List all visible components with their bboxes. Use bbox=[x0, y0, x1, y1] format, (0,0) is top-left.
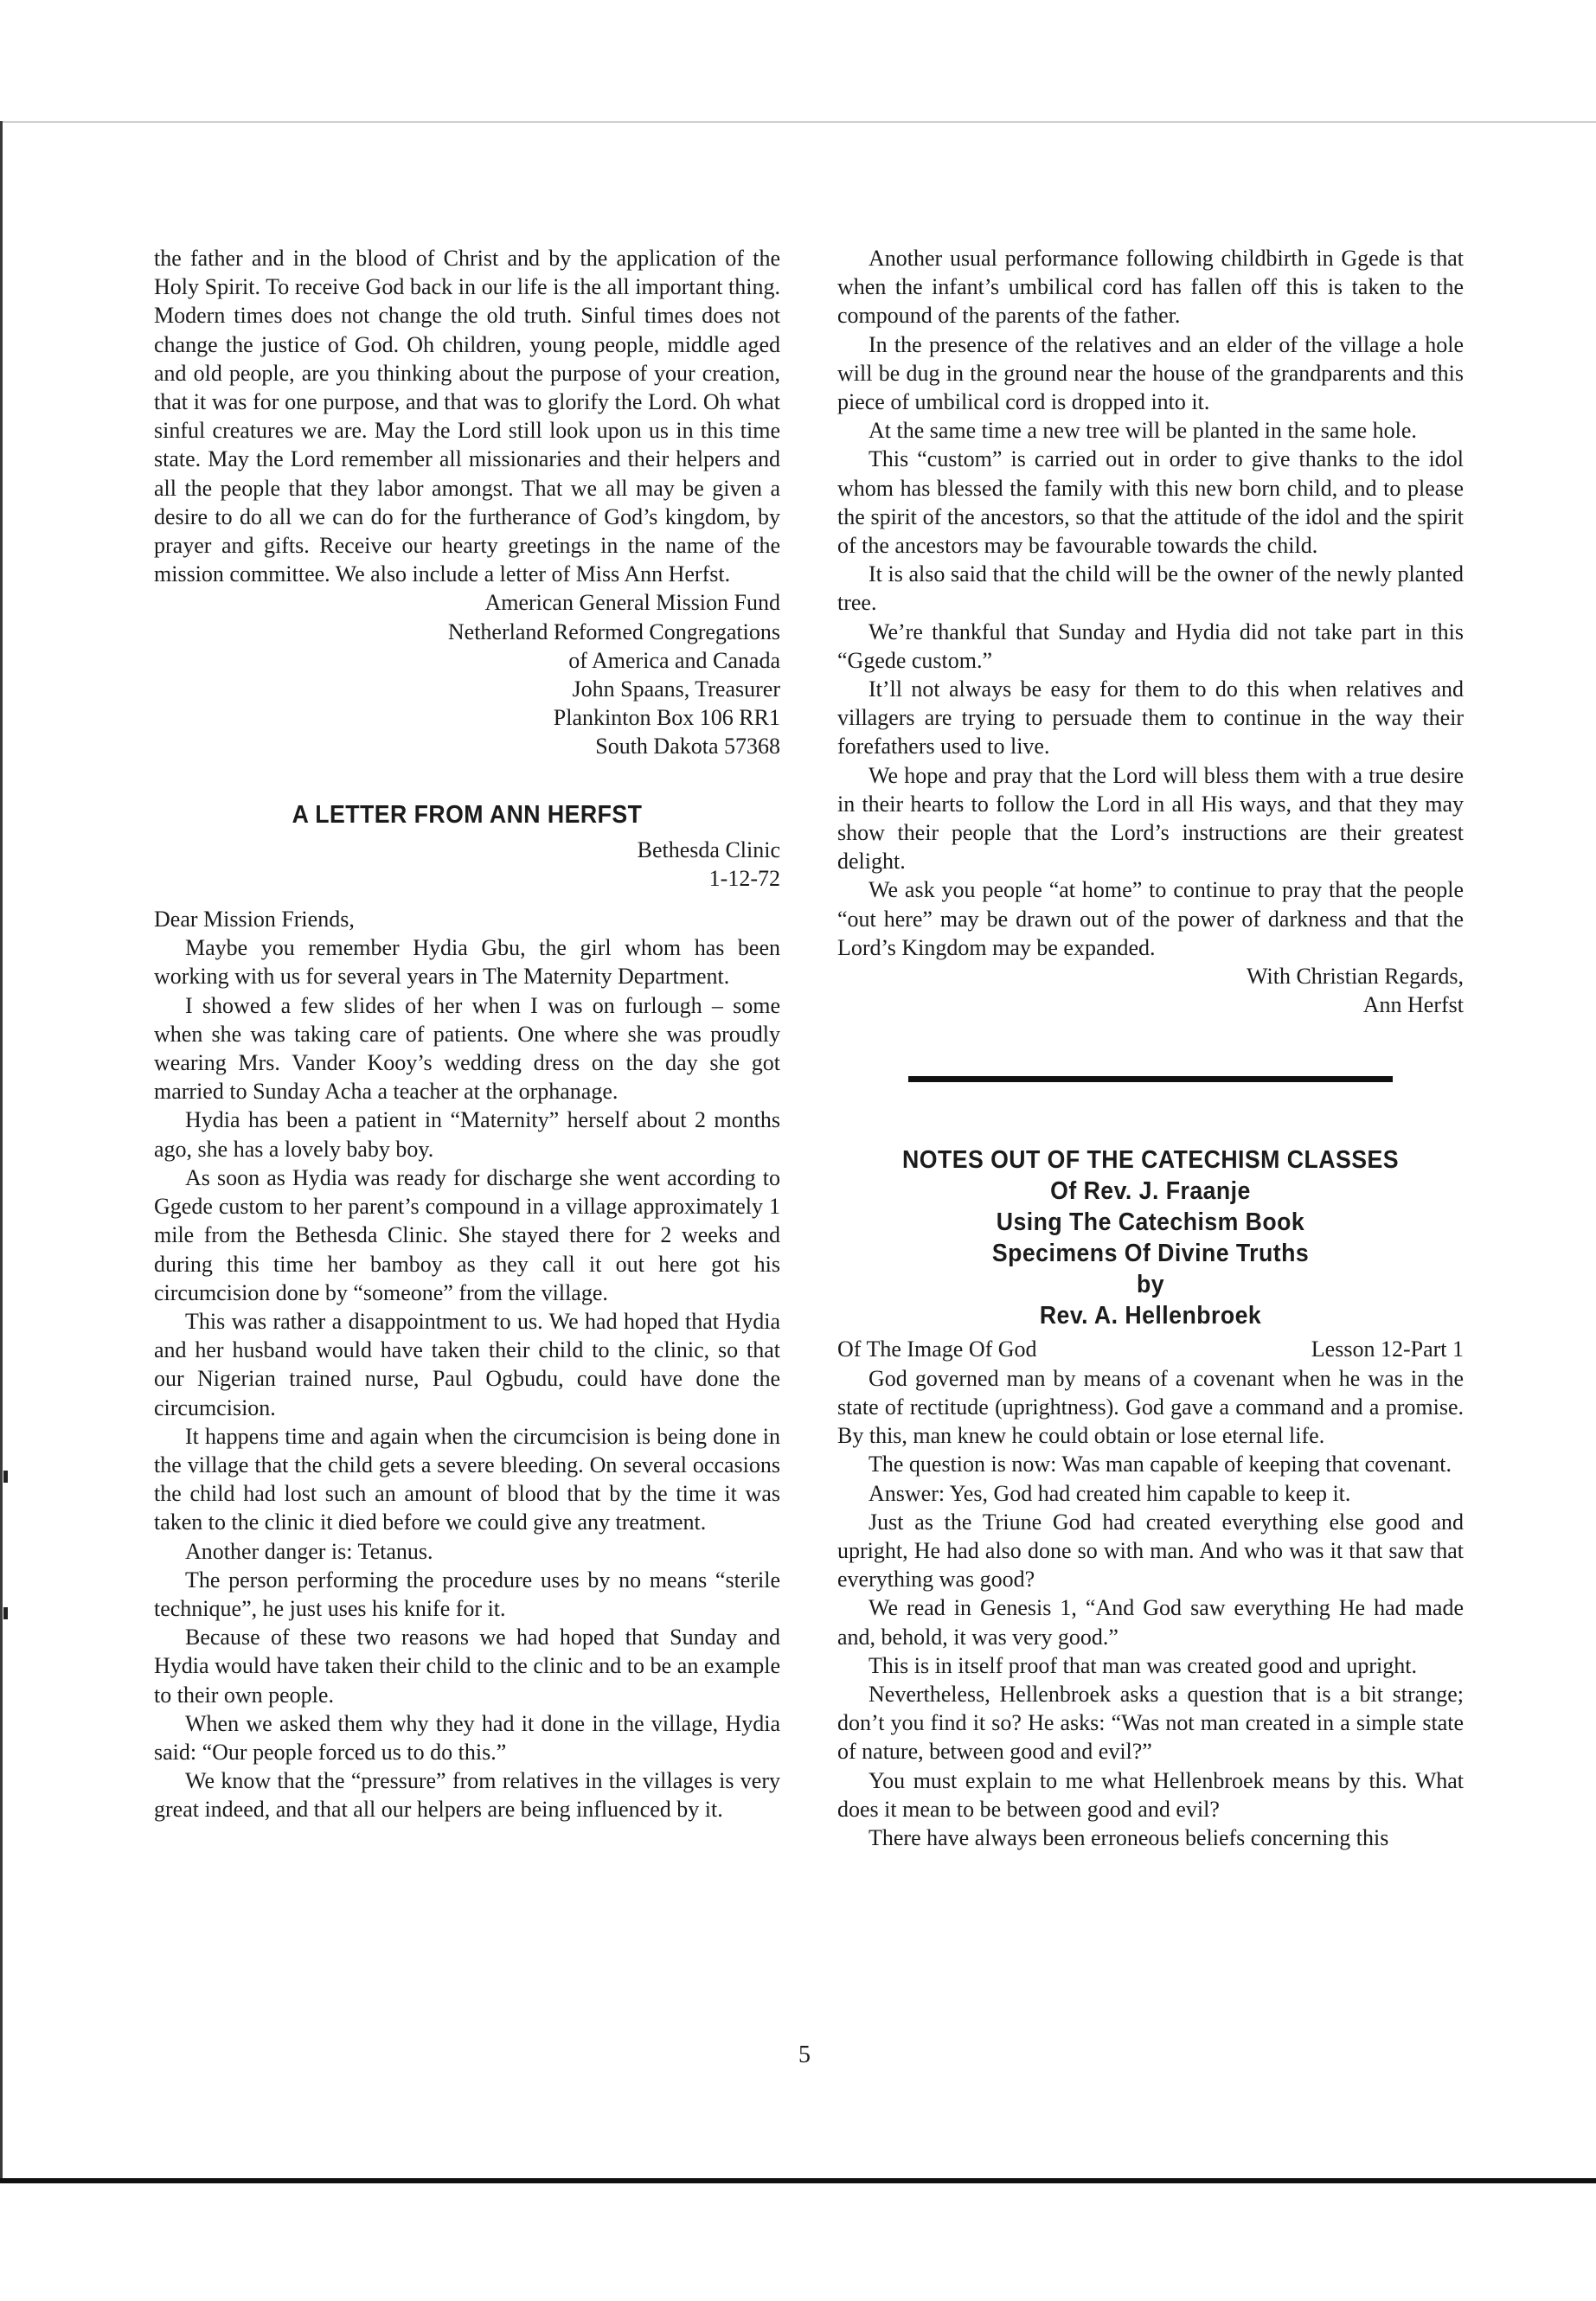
lesson-number: Lesson 12-Part 1 bbox=[1311, 1336, 1464, 1362]
letter-closing: With Christian Regards, bbox=[1247, 964, 1464, 990]
bottom-scan-band bbox=[0, 2178, 1596, 2183]
letter-place: Bethesda Clinic bbox=[637, 836, 780, 862]
signature-line: John Spaans, Treasurer bbox=[572, 676, 780, 702]
lesson-topic: Of The Image Of God bbox=[837, 1336, 1037, 1362]
section-divider bbox=[908, 1076, 1393, 1082]
letter-paragraph: This “custom” is carried out in order to give thanks to the idol whom has blessed the family with this new born child, and to please the spirit of the ancestors, so that the attitude of the idol and the spirit of the ancestors may be favourable towards the child. bbox=[837, 446, 1464, 559]
intro-paragraph: the father and in the blood of Christ and by the application of the Holy Spirit. To receive God back in our life is the all important thing. Modern times does not change the old truth. Sinful times does not change the justice of God. Oh children, young people, middle aged and old people, are you thinking about the purpose of your creation, that it was for one purpose, and that was to glorify the Lord. Oh what sinful creatures we are. May the Lord still look upon us in this time state. May the Lord remember all missionaries and their helpers and all the people that they labor amongst. That we all may be given a desire to do all we can do for the furtherance of God’s kingdom, by prayer and gifts. Receive our hearty greetings in the name of the mission committee. We also include a letter of Miss Ann Herfst. bbox=[154, 246, 780, 587]
letter-paragraph: We ask you people “at home” to continue to pray that the people “out here” may be drawn out of the power of darkness and that the Lord’s Kingdom may be expanded. bbox=[837, 877, 1464, 960]
letter-paragraph: It happens time and again when the circumcision is being done in the village that the child gets a severe bleeding. On several occasions the child had lost such an amount of blood that by the time it was taken to the clinic it died before we could give any treatment. bbox=[154, 1423, 780, 1535]
signature-line: South Dakota 57368 bbox=[595, 734, 780, 760]
notes-subtitle: Rev. A. Hellenbroek bbox=[1039, 1302, 1262, 1330]
letter-date: 1-12-72 bbox=[708, 865, 780, 891]
scan-edge-mark bbox=[3, 1471, 8, 1483]
notes-subtitle: Using The Catechism Book bbox=[996, 1208, 1305, 1237]
signature-line: of America and Canada bbox=[568, 647, 780, 673]
letter-paragraph: As soon as Hydia was ready for discharge she went according to Ggede custom to her parent’s compound in a village approximately 1 mile from the Bethesda Clinic. She stayed there for 2 weeks and during this time her bamboy as they call it out here got his circumcision done by “someone” from the village. bbox=[154, 1164, 780, 1305]
right-column bbox=[837, 244, 1464, 1852]
notes-paragraph: God governed man by means of a covenant when he was in the state of rectitude (uprightness). God gave a command and a promise. By this, man knew he could obtain or lose eternal life. bbox=[837, 1365, 1464, 1449]
notes-subtitle: Of Rev. J. Fraanje bbox=[1050, 1177, 1251, 1206]
notes-paragraph: The question is now: Was man capable of keeping that covenant. bbox=[869, 1452, 1452, 1477]
top-page-rule bbox=[0, 121, 1596, 123]
letter-paragraph: It is also said that the child will be the owner of the newly planted tree. bbox=[837, 561, 1464, 616]
letter-paragraph: The person performing the procedure uses by no means “sterile technique”, he just uses his knife for it. bbox=[154, 1567, 780, 1621]
notes-title: NOTES OUT OF THE CATECHISM CLASSES bbox=[902, 1146, 1399, 1175]
letter-title: A LETTER FROM ANN HERFST bbox=[292, 800, 643, 829]
left-column bbox=[154, 244, 780, 1824]
notes-paragraph: Answer: Yes, God had created him capable to keep it. bbox=[869, 1480, 1351, 1506]
signature-line: Netherland Reformed Congregations bbox=[447, 619, 780, 644]
letter-paragraph: Another usual performance following childbirth in Ggede is that when the infant’s umbilical cord has fallen off this is taken to the compound of the parents of the father. bbox=[837, 246, 1464, 329]
scan-edge-mark bbox=[3, 1607, 8, 1619]
notes-subtitle: Specimens Of Divine Truths bbox=[991, 1240, 1310, 1268]
letter-paragraph: When we asked them why they had it done in the village, Hydia said: “Our people forced us to do this.” bbox=[154, 1710, 780, 1765]
lesson-row bbox=[837, 1335, 1464, 1363]
letter-paragraph: We’re thankful that Sunday and Hydia did not take part in this “Ggede custom.” bbox=[837, 619, 1464, 673]
left-scan-edge bbox=[0, 121, 3, 2180]
notes-subtitle: by bbox=[1136, 1271, 1165, 1299]
letter-paragraph: This was rather a disappointment to us. We had hoped that Hydia and her husband would have taken their child to the clinic, so that our Nigerian trained nurse, Paul Ogbudu, could have done the circumcision. bbox=[154, 1308, 780, 1420]
notes-paragraph: You must explain to me what Hellenbroek means by this. What does it mean to be between good and evil? bbox=[837, 1767, 1464, 1822]
notes-paragraph: There have always been erroneous beliefs concerning this bbox=[869, 1824, 1389, 1850]
letter-signature: Ann Herfst bbox=[1362, 992, 1464, 1018]
salutation: Dear Mission Friends, bbox=[154, 907, 355, 933]
page-number: 5 bbox=[798, 2041, 811, 2068]
notes-paragraph: Nevertheless, Hellenbroek asks a question that is a bit strange; don’t you find it so? He asks: “Was not man created in a simple state of nature, between good and evil?” bbox=[837, 1681, 1464, 1765]
notes-paragraph: We read in Genesis 1, “And God saw everything He had made and, behold, it was very good.” bbox=[837, 1595, 1464, 1650]
letter-paragraph: We hope and pray that the Lord will bless them with a true desire in their hearts to follow the Lord in all His ways, and that they may show their people that the Lord’s instructions are their greatest delight. bbox=[837, 762, 1464, 875]
notes-paragraph: Just as the Triune God had created everything else good and upright, He had also done so with man. And who was it that saw that everything was good? bbox=[837, 1509, 1464, 1593]
letter-paragraph: Another danger is: Tetanus. bbox=[185, 1538, 433, 1564]
letter-paragraph: At the same time a new tree will be planted in the same hole. bbox=[869, 418, 1417, 444]
letter-paragraph: It’ll not always be easy for them to do this when relatives and villagers are trying to persuade them to continue in the way their forefathers used to live. bbox=[837, 676, 1464, 760]
letter-paragraph: In the presence of the relatives and an elder of the village a hole will be dug in the ground near the house of the grandparents and this piece of umbilical cord is dropped into it. bbox=[837, 331, 1464, 415]
letter-paragraph: I showed a few slides of her when I was on furlough – some when she was taking care of patients. One where she was proudly wearing Mrs. Vander Kooy’s wedding dress on the day she got married to Sunday Acha a teacher at the orphanage. bbox=[154, 992, 780, 1105]
fund-signature bbox=[154, 588, 780, 760]
signature-line: Plankinton Box 106 RR1 bbox=[553, 705, 780, 731]
signature-line: American General Mission Fund bbox=[484, 590, 780, 616]
letter-paragraph: Maybe you remember Hydia Gbu, the girl whom has been working with us for several years in The Maternity Department. bbox=[154, 935, 780, 990]
letter-paragraph: We know that the “pressure” from relatives in the villages is very great indeed, and that all our helpers are being influenced by it. bbox=[154, 1768, 780, 1823]
letter-paragraph: Because of these two reasons we had hoped that Sunday and Hydia would have taken their child to the clinic and to be an example to their own people. bbox=[154, 1625, 780, 1708]
notes-paragraph: This is in itself proof that man was created good and upright. bbox=[869, 1652, 1417, 1678]
notes-heading bbox=[837, 1144, 1464, 1331]
letter-paragraph: Hydia has been a patient in “Maternity” herself about 2 months ago, she has a lovely baby boy. bbox=[154, 1107, 780, 1162]
